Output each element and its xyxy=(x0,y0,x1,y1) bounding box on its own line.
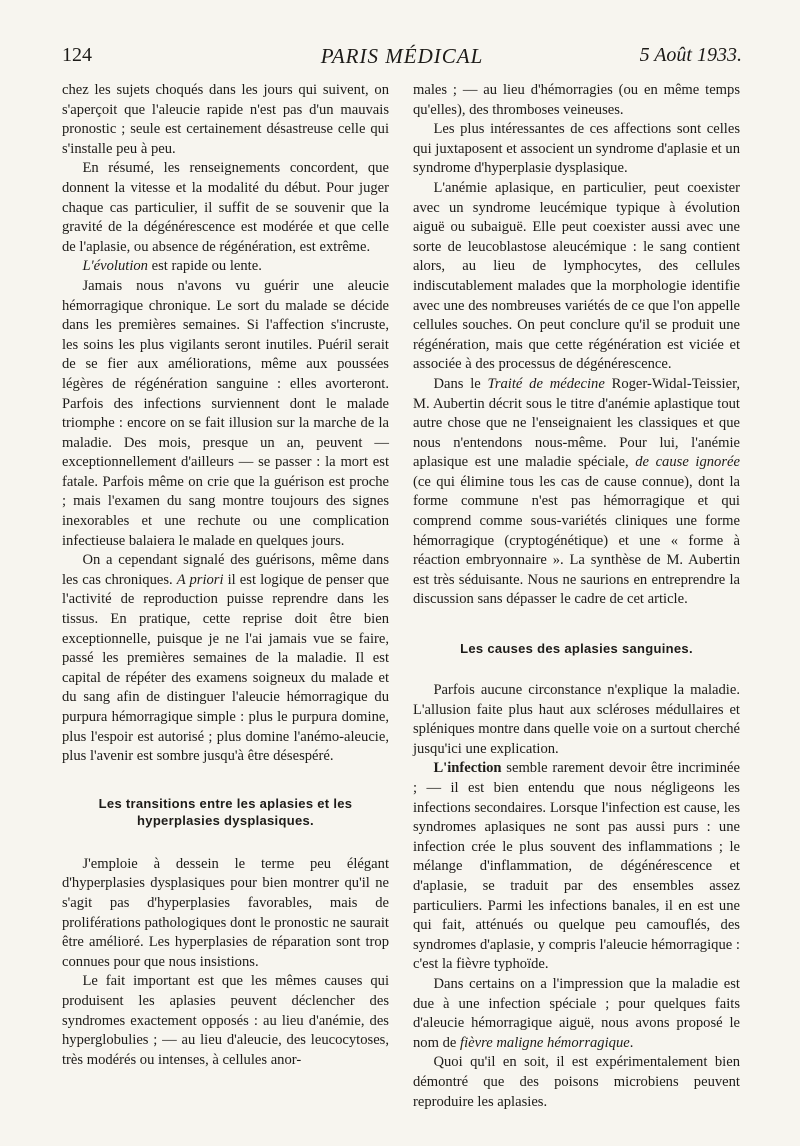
paragraph: Parfois aucune circonstance n'explique la maladie. L'allusion faite plus haut aux scléroses médullaires et spléniques montre dans quelle voie on a surtout cherché jusqu'ici une explication. xyxy=(413,682,740,757)
paragraph: L'anémie aplasique, en particulier, peut coexister avec un syndrome leucémique typique à évolution aiguë ou subaiguë. Elle peut coexister aussi avec une sorte de leucoblastose aleucémique : le sang contient alors, au lieu de lymphocytes, des cellules indiscutablement malades que la morphologie identifie avec une des nombreuses variétés de ce que l'on appelle cellules souches. On peut conclure qu'il se produit une régénération, mais que cette régénération est viciée et associée à des processus de dégénérescence. xyxy=(413,179,740,373)
left-column xyxy=(62,81,389,1070)
running-header xyxy=(62,44,742,70)
paragraph: males ; — au lieu d'hémorragies (ou en même temps qu'elles), des thromboses veineuses. xyxy=(413,82,740,118)
paragraph: L'infection semble rarement devoir être incriminée ; — il est bien entendu que nous négligeons les infections secondaires. Lorsque l'infection est cause, les syndromes aplasiques ne sont pas aussi purs : une infection crée le plus souvent des inflammations ; le mélange d'inflammation, de dégénérescence et d'aplasie, se traduit par des ensembles assez particuliers. Parmi les infections banales, il en est une qui fait, atténués ou quelque peu camouflés, des syndromes d'aplasie, y compris l'aleucie hémorragique : c'est la fièvre typhoïde. xyxy=(413,760,740,973)
emphasis: A priori xyxy=(176,571,224,588)
paragraph: Les plus intéressantes de ces affections sont celles qui juxtaposent et associent un syndrome d'aplasie et un syndrome d'hyperplasie dysplasique. xyxy=(413,121,740,177)
right-column xyxy=(413,81,740,1112)
section-heading: Les transitions entre les aplasies et les hyperplasies dysplasiques. xyxy=(98,795,353,828)
paragraph: Dans certains on a l'impression que la maladie est due à une infection spéciale ; pour quelques faits d'aleucie hémorragique aiguë, nous avons proposé le nom de fièvre maligne hémorragique. xyxy=(413,975,740,1051)
journal-title: PARIS MÉDICAL xyxy=(320,44,484,68)
paragraph: Quoi qu'il en soit, il est expérimentalement bien démontré que des poisons microbiens peuvent reproduire les aplasies. xyxy=(413,1054,740,1110)
paragraph: Le fait important est que les mêmes causes qui produisent les aplasies peuvent déclencher des syndromes exactement opposés : au lieu d'anémie, des hyperglobulies ; — au lieu d'aleucie, des leucocytoses, très modérés ou intenses, à cellules anor- xyxy=(62,973,389,1068)
emphasis: Traité de médecine xyxy=(487,375,605,392)
emphasis: fièvre maligne hémorragique xyxy=(460,1034,630,1051)
paragraph: J'emploie à dessein le terme peu élégant d'hyperplasies dysplasiques pour bien montrer qu'il ne s'agit pas d'hyperplasies favorables, mais de proliférations pathologiques dont le pronostic ne saurait être amélioré. Les hyperplasies de réparation sont trop connues pour que nous insistions. xyxy=(62,855,389,970)
page-number: 124 xyxy=(62,44,92,66)
emphasis: L'évolution xyxy=(82,258,148,275)
bold-term: L'infection xyxy=(433,760,502,777)
section-heading: Les causes des aplasies sanguines. xyxy=(460,641,693,657)
paragraph: Jamais nous n'avons vu guérir une aleucie hémorragique chronique. Le sort du malade se décide dans les premières semaines. Si l'affection s'incruste, les soins les plus vigilants seront inutiles. Puéril serait de se fier aux améliorations, même aux poussées légères de régénération sanguine : elles avorteront. Parfois des infections surviennent dont le malade triomphe : encore on se fait illusion sur la marche de la maladie. Des mois, presque un an, peuvent — exceptionnellement d'ailleurs — se passer : la mort est fatale. Parfois même on crie que la guérison est proche ; mais l'examen du sang montre toujours des signes inexorables et une rechute ou une complication infectieuse balaiera le malade en quelques jours. xyxy=(62,277,389,549)
paragraph: Dans le Traité de médecine Roger-Widal-Teissier, M. Aubertin décrit sous le titre d'anémie aplastique tout autre chose que ne l'enseignaient les classiques et que nous n'entendons nous-même. Pour lui, l'anémie aplasique est une maladie spéciale, de cause ignorée (ce qui élimine tous les cas de cause connue), dont la forme commune n'est pas hémorragique et qui comprend comme sous-variétés cliniques une forme hémorragique (cryptogénétique) et une « forme à réaction embryonnaire ». La synthèse de M. Aubertin est très séduisante. Nous ne saurions en entreprendre la discussion sans dépasser le cadre de cet article. xyxy=(413,375,740,608)
paragraph: En résumé, les renseignements concordent, que donnent la vitesse et la modalité du début. Pour juger chaque cas particulier, il suffit de se souvenir que la gravité de la dégénérescence est modérée et que celle de l'aplasie, ou absence de régénération, est extrême. xyxy=(62,160,389,255)
paragraph: L'évolution est rapide ou lente. xyxy=(82,258,262,275)
issue-date: 5 Août 1933. xyxy=(639,44,742,66)
emphasis: de cause ignorée xyxy=(635,454,740,471)
paragraph: chez les sujets choqués dans les jours qui suivent, on s'aperçoit que l'aleucie rapide n'est pas d'un mauvais pronostic ; seule est certainement désastreuse celle qui s'installe peu à peu. xyxy=(62,82,389,157)
paragraph: On a cependant signalé des guérisons, même dans les cas chroniques. A priori il est logique de penser que l'activité de reproduction puisse reprendre dans les tissus. En pratique, cette reprise doit être bien exceptionnelle, puisque je ne l'ai jamais vue se faire, passé les premières semaines de la maladie. Il est capital de répéter des examens soigneux du malade et du sang afin de distinguer l'aleucie hémorragique du purpura hémorragique simple : plus le purpura domine, plus l'espoir est autorisé ; plus domine l'anémo-aleucie, plus l'avenir est sombre jusqu'à être désespéré. xyxy=(62,552,389,765)
